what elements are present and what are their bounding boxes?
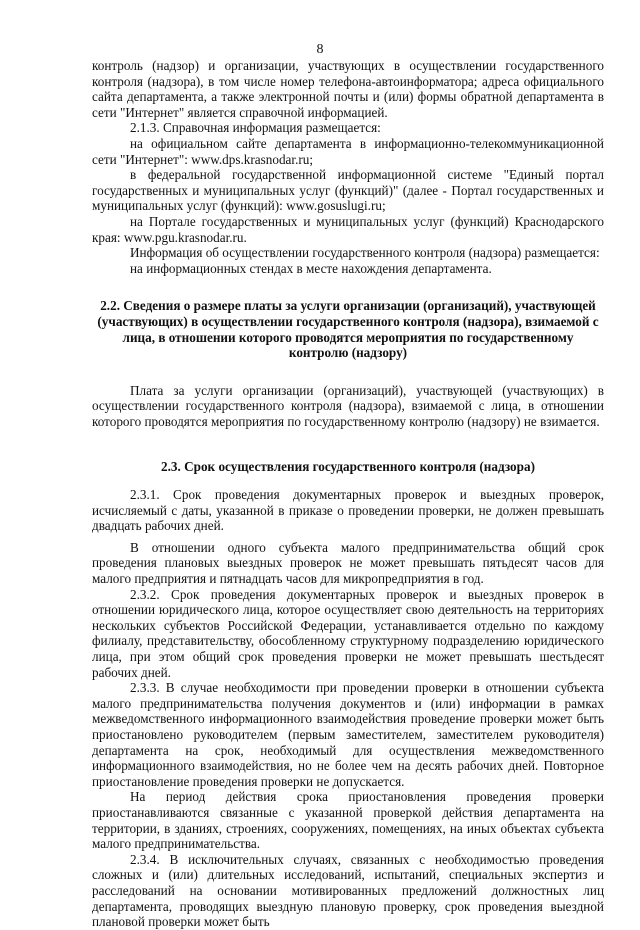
paragraph-regional-portal: на Портале государственных и муниципальных услуг (функций) Краснодарского края: www.pgu.krasnodar.ru. [92, 213, 604, 245]
paragraph-2-3-2: 2.3.2. Срок проведения документарных проверок и выездных проверок в отношении юридического лица, которое осуществляет свою деятельность на территориях нескольких субъектов Российской Федерации, устанавливается отдельно по каждому филиалу, представительству, обособленному структурному подразделению юридического лица, при этом общий срок проведения проверки не может превышать шестьдесят рабочих дней. [92, 586, 604, 680]
paragraph-info-stands: на информационных стендах в месте нахождения департамента. [130, 260, 492, 276]
paragraph-small-business: В отношении одного субъекта малого предпринимательства общий срок проведения плановых выездных проверок не может превышать пятьдесят часов для малого предприятия и пятнадцать часов для микропредприятия в год. [92, 539, 604, 587]
paragraph-2-3-3: 2.3.3. В случае необходимости при проведении проверки в отношении субъекта малого предпринимательства получения документов и (или) информации в рамках межведомственного информационного взаимодействия проведение проверки может быть приостановлено руководителем (первым заместителем, заместителем руководителя) департамента на срок, необходимый для осуществления межведомственного информационного взаимодействия, но не более чем на десять рабочих дней. Повторное приостановление проведения проверки не допускается. [92, 680, 604, 789]
paragraph-suspension: На период действия срока приостановления проведения проверки приостанавливаются связанные с указанной проверкой действия департамента на территории, в зданиях, строениях, сооружениях, помещениях, на иных объектах субъекта малого предпринимательства. [92, 789, 604, 852]
paragraph-federal-portal: в федеральной государственной информационной системе "Единый портал государственных и муниципальных услуг (функций)" (далее - Портал государственных и муниципальных услуг (функций): www.gosuslugi.ru; [92, 167, 604, 214]
paragraph-contact-info: контроль (надзор) и организации, участвующих в осуществлении государственного контроля (надзора), в том числе номер телефона-автоинформатора; адреса официального сайта департамента, а также электронной почты и (или) формы обратной департамента в сети "Интернет" является справочной информацией. [92, 58, 604, 120]
page-body [92, 58, 604, 930]
paragraph-2-3-1: 2.3.1. Срок проведения документарных проверок и выездных проверок, исчисляемый с даты, указанной в приказе о проведении проверки, не должен превышать двадцать рабочих дней. [92, 487, 604, 534]
heading-2-2: 2.2. Сведения о размере платы за услуги организации (организаций), участвующей (участвующих) в осуществлении государственного контроля (надзора), взимаемой с лица, в отношении которого проводятся мероприятия по государственному контролю (надзору) [97, 298, 599, 361]
paragraph-2-1-3: 2.1.3. Справочная информация размещается: [130, 120, 381, 136]
page-number: 8 [316, 42, 324, 57]
paragraph-official-site: на официальном сайте департамента в информационно-телекоммуникационной сети "Интернет": www.dps.krasnodar.ru; [92, 135, 604, 167]
paragraph-fee: Плата за услуги организации (организаций), участвующей (участвующих) в осуществлении государственного контроля (надзора), взимаемой с лица, в отношении которого проводятся мероприятия по государственному контролю (надзору) не взимается. [92, 382, 604, 429]
paragraph-2-3-4: 2.3.4. В исключительных случаях, связанных с необходимостью проведения сложных и (или) длительных исследований, испытаний, специальных экспертиз и расследований на основании мотивированных предложений должностных лиц департамента, проводящих выездную плановую проверку, срок проведения выездной плановой проверки может быть [92, 851, 604, 930]
paragraph-info-placement: Информация об осуществлении государственного контроля (надзора) размещается: [130, 245, 600, 261]
heading-2-3: 2.3. Срок осуществления государственного контроля (надзора) [161, 459, 535, 475]
